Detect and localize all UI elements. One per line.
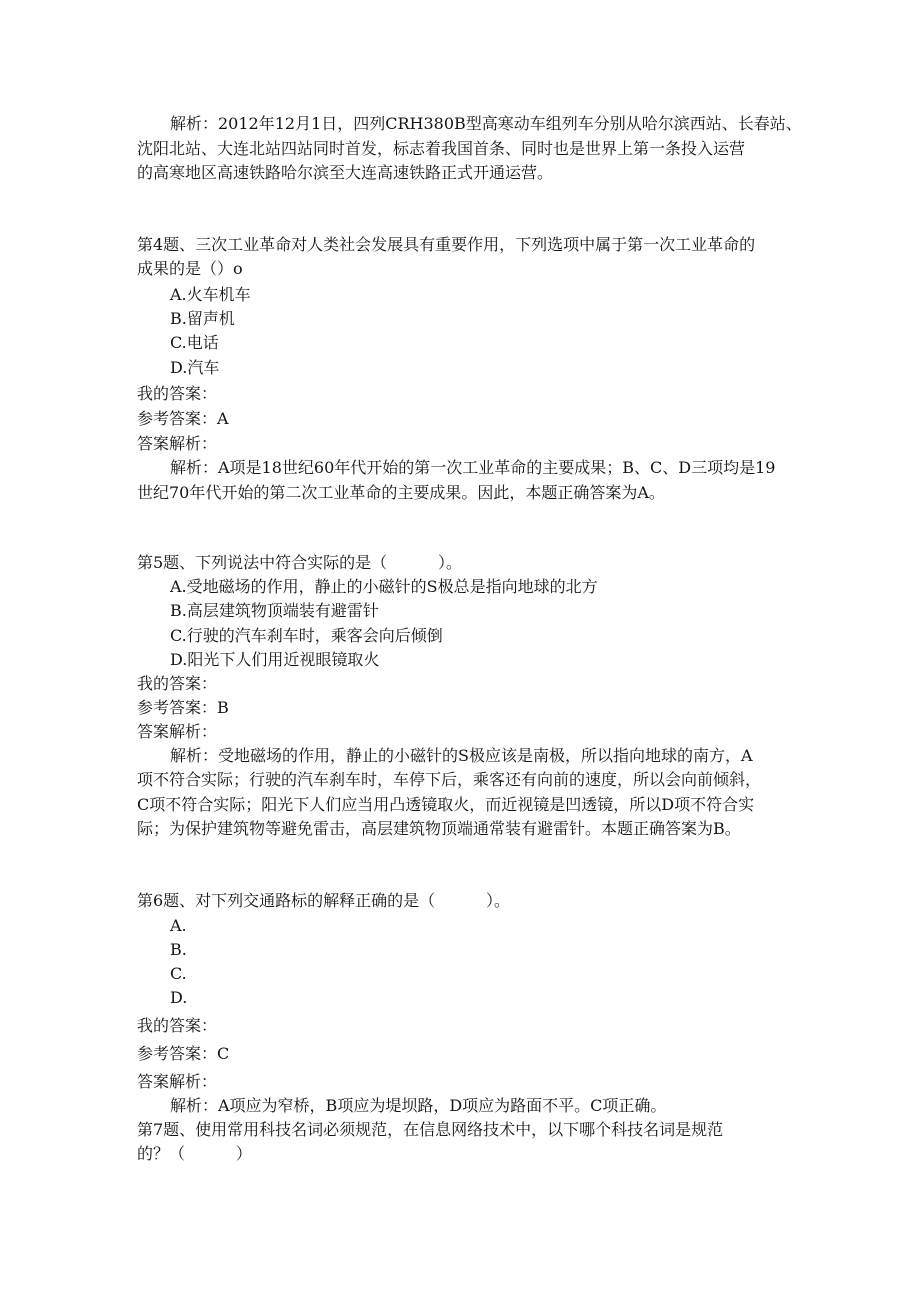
option-d: D.汽车 xyxy=(170,358,220,377)
option-b: B.留声机 xyxy=(170,309,235,328)
question-text: 第7题、使用常用科技名词必须规范，在信息网络技术中，以下哪个科技名词是规范 xyxy=(137,1120,724,1139)
option-d: D.阳光下人们用近视眼镜取火 xyxy=(170,650,380,669)
question-text: 的？（ ） xyxy=(137,1144,252,1163)
analysis-line: 世纪70年代开始的第二次工业革命的主要成果。因此，本题正确答案为A。 xyxy=(137,483,665,502)
analysis-line: 解析：A项应为窄桥，B项应为堤坝路，D项应为路面不平。C项正确。 xyxy=(170,1096,667,1115)
my-answer: 我的答案： xyxy=(137,674,218,693)
analysis-line: C项不符合实际；阳光下人们应当用凸透镜取火，而近视镜是凹透镜，所以D项不符合实 xyxy=(137,795,755,814)
analysis-line: 沈阳北站、大连北站四站同时首发，标志着我国首条、同时也是世界上第一条投入运营 xyxy=(137,139,746,158)
option-c: C. xyxy=(170,964,187,983)
reference-answer: 参考答案：A xyxy=(137,409,229,428)
option-a: A. xyxy=(170,916,187,935)
option-b: B.高层建筑物顶端装有避雷针 xyxy=(170,601,379,620)
analysis-line: 的高寒地区高速铁路哈尔滨至大连高速铁路正式开通运营。 xyxy=(137,163,554,182)
reference-answer: 参考答案：B xyxy=(137,698,229,717)
question-text: 第4题、三次工业革命对人类社会发展具有重要作用，下列选项中属于第一次工业革命的 xyxy=(137,235,756,254)
my-answer: 我的答案： xyxy=(137,1016,218,1035)
analysis-line: 解析：2012年12月1日，四列CRH380B型高寒动车组列车分别从哈尔滨西站、长春站、 xyxy=(170,114,802,133)
question-text: 成果的是（）o xyxy=(137,259,243,278)
analysis-line: 解析：受地磁场的作用，静止的小磁针的S极应该是南极，所以指向地球的南方，A xyxy=(170,746,753,765)
question-text: 第5题、下列说法中符合实际的是（ ）。 xyxy=(137,553,463,572)
reference-answer: 参考答案：C xyxy=(137,1044,230,1063)
analysis-line: 解析：A项是18世纪60年代开始的第一次工业革命的主要成果；B、C、D三项均是19 xyxy=(170,458,776,477)
analysis-label: 答案解析： xyxy=(137,434,218,453)
option-d: D. xyxy=(170,988,188,1007)
analysis-line: 际；为保护建筑物等避免雷击，高层建筑物顶端通常装有避雷针。本题正确答案为B。 xyxy=(137,819,741,838)
option-a: A.受地磁场的作用，静止的小磁针的S极总是指向地球的北方 xyxy=(170,577,598,596)
question-text: 第6题、对下列交通路标的解释正确的是（ ）。 xyxy=(137,891,511,910)
option-a: A.火车机车 xyxy=(170,285,251,304)
analysis-label: 答案解析： xyxy=(137,722,218,741)
option-c: C.行驶的汽车刹车时，乘客会向后倾倒 xyxy=(170,626,443,645)
option-b: B. xyxy=(170,940,187,959)
option-c: C.电话 xyxy=(170,333,219,352)
analysis-line: 项不符合实际；行驶的汽车刹车时，车停下后，乘客还有向前的速度，所以会向前倾斜， xyxy=(137,770,762,789)
analysis-label: 答案解析： xyxy=(137,1072,218,1091)
my-answer: 我的答案： xyxy=(137,384,218,403)
